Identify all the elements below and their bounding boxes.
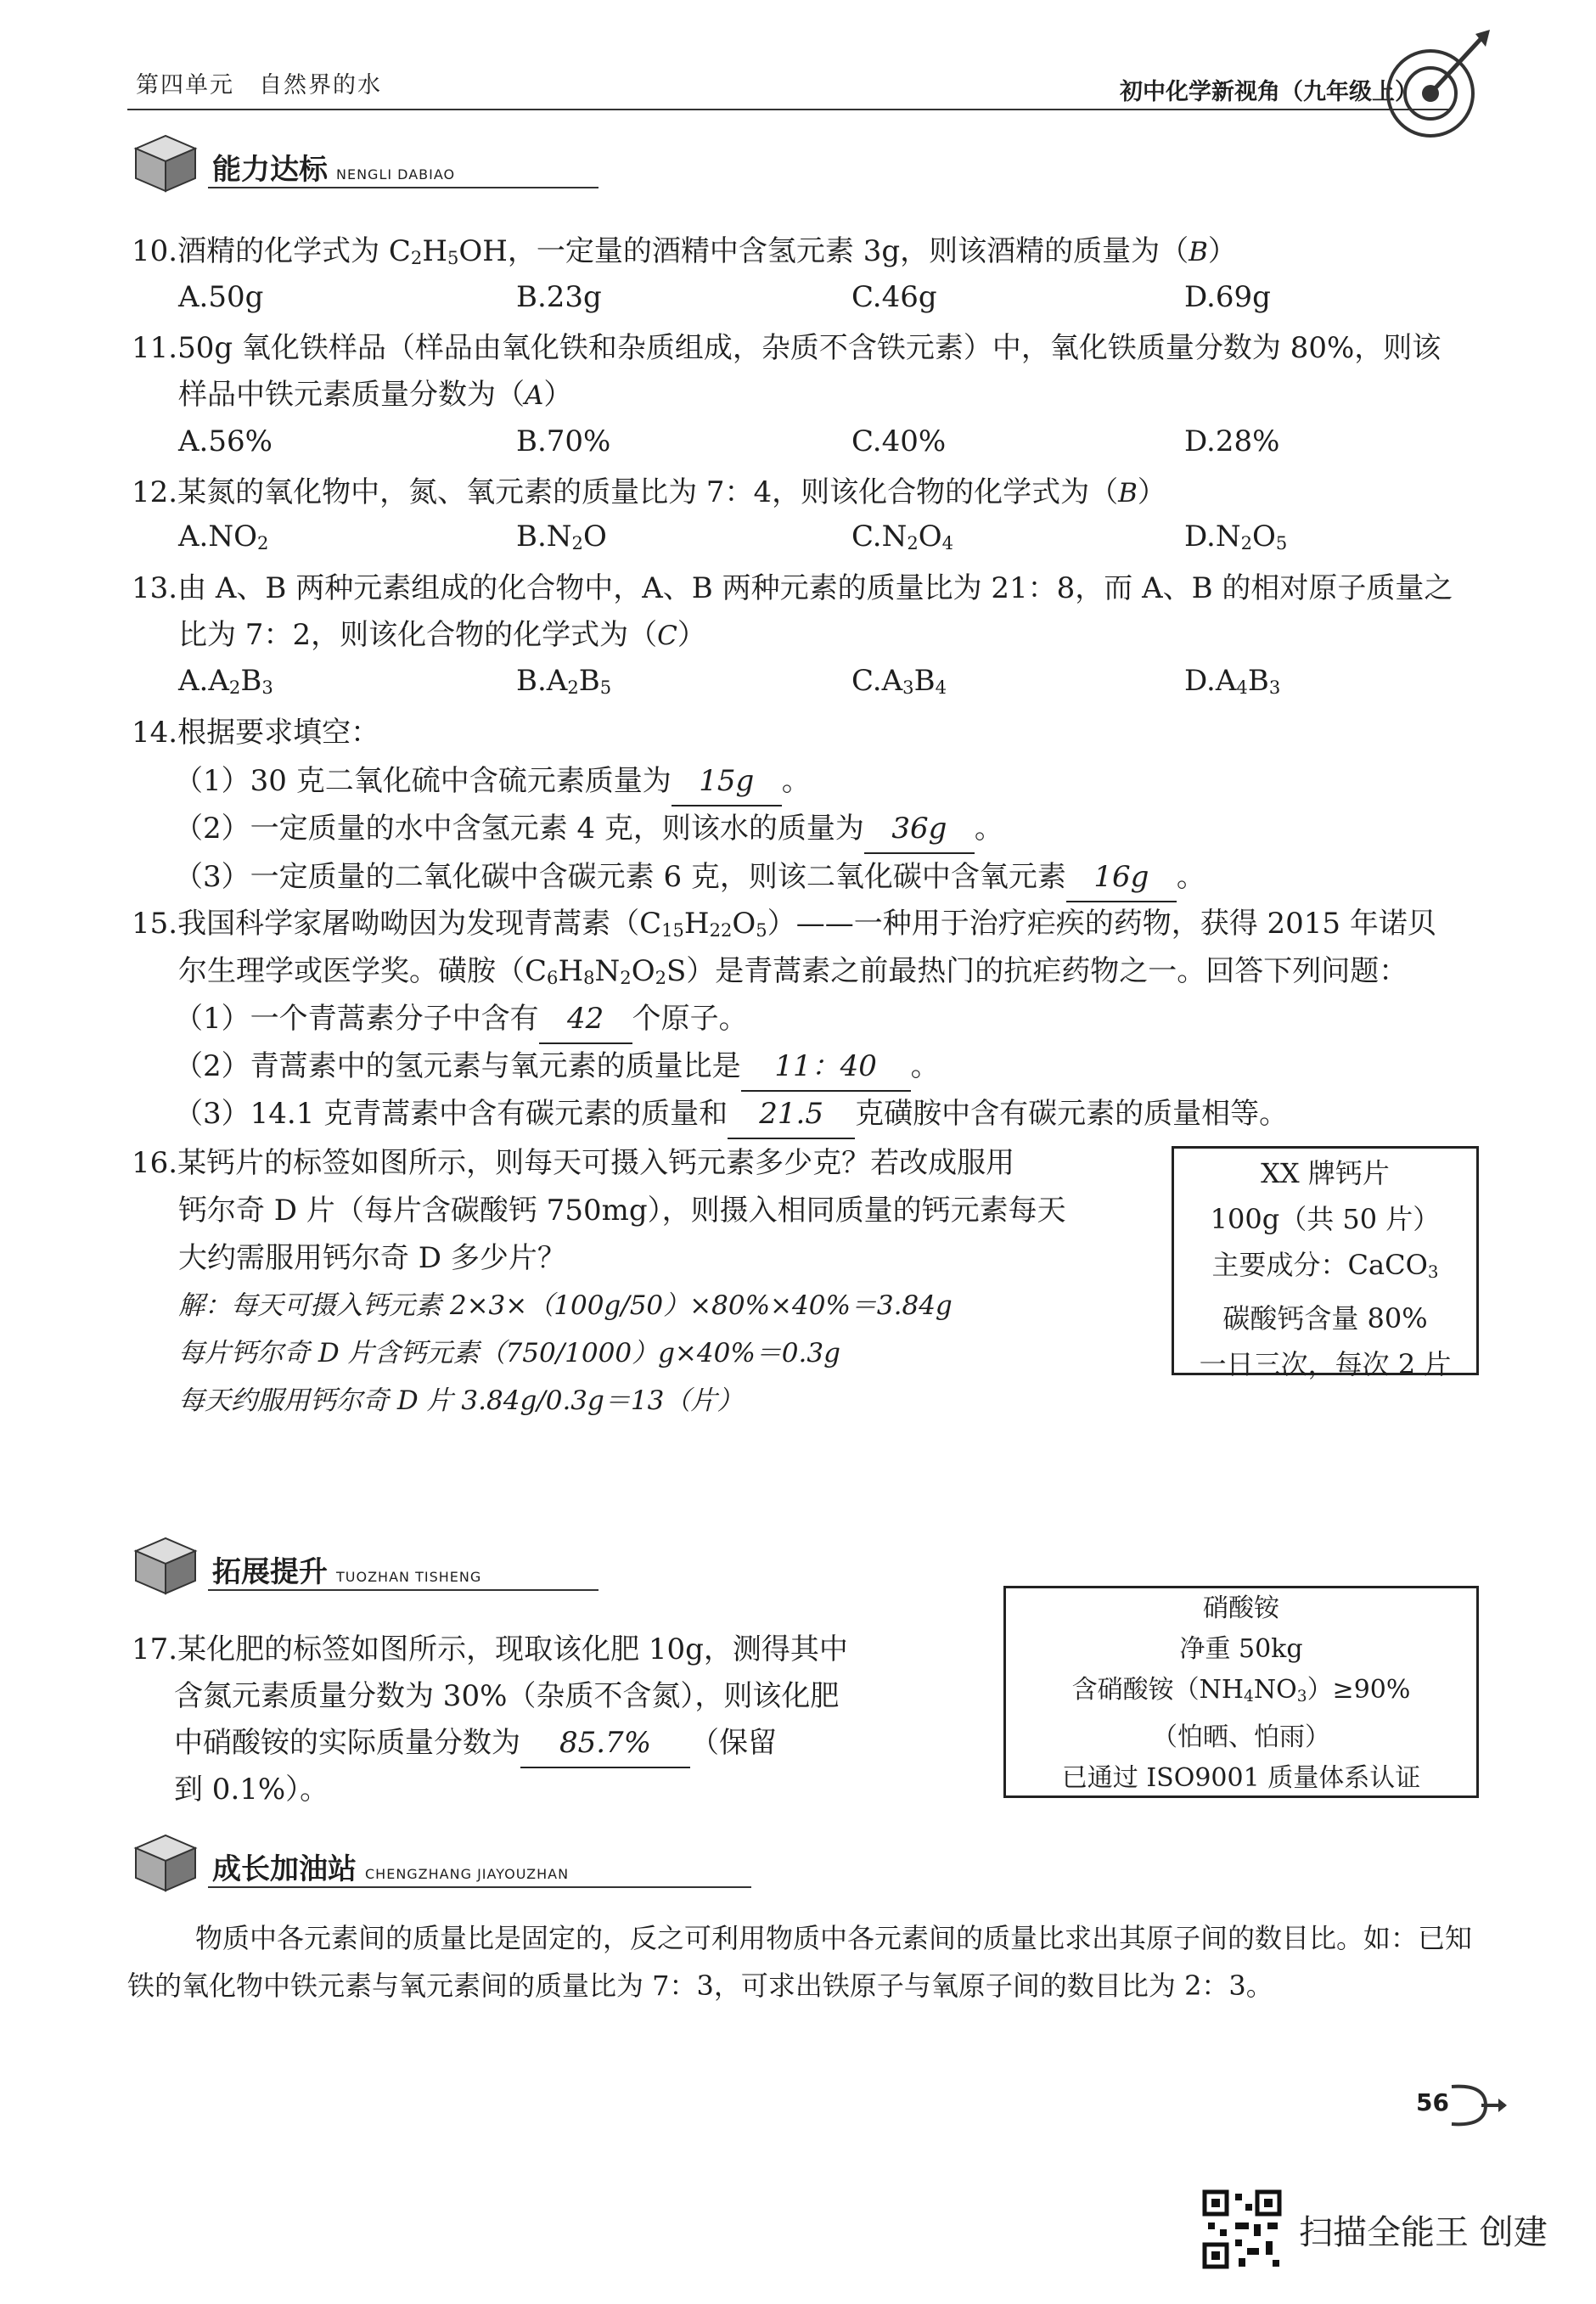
question-12: 12.某氮的氧化物中，氮、氧元素的质量比为 7：4，则该化合物的化学式为（B） (132, 475, 1166, 509)
question-13-line1: 13.由 A、B 两种元素组成的化合物中，A、B 两种元素的质量比为 21：8，而 A、B 的相对原子质量之 (132, 571, 1453, 605)
fertilizer-label: 硝酸铵 净重 50kg 含硝酸铵$(NH_4NO_3)\ge 90\%$ （怕晒、怕雨） 已通过 ISO9001 质量体系认证 (1003, 1586, 1479, 1798)
question-17-line2: 含氮元素质量分数为 30%（杂质不含氮），则该化肥 (174, 1679, 840, 1713)
question-13-line2: 比为 7：2，则该化合物的化学式为（C） (178, 618, 706, 652)
option-b: B.70% (516, 424, 611, 458)
unit-header: 第四单元 自然界的水 (136, 72, 382, 98)
section-rule (208, 1886, 751, 1888)
answer-blank: 16g (1066, 853, 1177, 902)
question-16-line3: 大约需服用钙尔奇 D 多少片？ (178, 1241, 566, 1275)
section-header-growth (127, 1827, 756, 1903)
header-rule (127, 109, 1452, 110)
solution-line: 解：每天可摄入钙元素 2×3×（100g/50）×80%×40%＝3.84g (178, 1290, 953, 1321)
question-10: 10.酒精的化学式为 $C_2H_5OH$，一定量的酒精中含氢元素 3g，则该酒精的质量为（B） (132, 234, 1237, 268)
option-a: $A.A_2B_3$ (178, 664, 273, 698)
section-header-extension (127, 1530, 603, 1606)
section-pinyin: TUOZHAN TISHENG (336, 1569, 482, 1585)
solution-line: 每片钙尔奇 D 片含钙元素（750/1000）g×40%＝0.3g (178, 1338, 840, 1368)
watermark-text: 扫描全能王 创建 (1299, 2213, 1548, 2252)
section-rule (208, 187, 598, 188)
answer: C (657, 621, 677, 651)
question-16-line2: 钙尔奇 D 片（每片含碳酸钙 750mg），则摄入相同质量的钙元素每天 (178, 1194, 1066, 1228)
option-c: $C.N_2O_4$ (851, 520, 954, 554)
option-b: $B.N_2O$ (516, 520, 607, 554)
page-number: 56 (1416, 2088, 1449, 2116)
question-15-part2: （2）青蒿素中的氢元素与氧元素的质量比是 11：40 。 (174, 1042, 940, 1092)
section-title: 拓展提升 (212, 1555, 328, 1589)
question-14-part3: （3）一定质量的二氧化碳中含碳元素 6 克，则该二氧化碳中含氧元素 16g 。 (174, 853, 1205, 902)
answer-blank: 36g (864, 805, 975, 854)
option-c: $C.A_3B_4$ (851, 664, 947, 698)
question-14-title: 14.根据要求填空： (132, 716, 380, 750)
section-pinyin: CHENGZHANG JIAYOUZHAN (365, 1866, 570, 1882)
question-15-line1: 15.我国科学家屠呦呦因为发现青蒿素$(C_{15}H_{22}O_5)——$一种用于治疗疟疾的药物，获得 2015 年诺贝 (132, 907, 1436, 941)
option-d: $D.N_2O_5$ (1184, 520, 1288, 554)
question-11-line2: 样品中铁元素质量分数为（A） (178, 378, 573, 412)
answer-blank: 15g (672, 757, 782, 806)
option-d: $D.A_4B_3$ (1184, 664, 1281, 698)
option-b: B.23g (516, 280, 602, 314)
answer: B (1189, 237, 1208, 267)
question-15-line2: 尔生理学或医学奖。磺胺$(C_6H_8N_2O_2S)$是青蒿素之前最热门的抗疟药物之一。回答下列问题： (178, 954, 1408, 988)
answer-blank: 21.5 (728, 1090, 855, 1139)
question-14-part1: （1）30 克二氧化硫中含硫元素质量为 15g 。 (174, 757, 811, 806)
section-title: 成长加油站 (212, 1852, 357, 1886)
target-icon (1367, 25, 1494, 153)
option-c: C.46g (851, 280, 937, 314)
option-a: A.56% (178, 424, 273, 458)
answer-blank: 11：40 (741, 1042, 911, 1092)
cube-icon (127, 1530, 204, 1598)
question-17-line4: 到 0.1%）。 (174, 1773, 329, 1807)
cube-icon (127, 1827, 204, 1895)
arrow-icon (1447, 2080, 1507, 2131)
option-d: D.28% (1184, 424, 1280, 458)
question-11-line1: 11.50g 氧化铁样品（样品由氧化铁和杂质组成，杂质不含铁元素）中，氧化铁质量分数为 80%，则该 (132, 331, 1441, 365)
answer: B (1118, 478, 1138, 509)
option-a: A.50g (178, 280, 264, 314)
solution-line: 每天约服用钙尔奇 D 片 3.84g/0.3g＝13（片） (178, 1385, 744, 1416)
qr-code-icon (1201, 2189, 1283, 2270)
book-title: 初中化学新视角（九年级上） (1120, 79, 1418, 105)
section-pinyin: NENGLI DABIAO (336, 166, 456, 183)
option-b: $B.A_2B_5$ (516, 664, 612, 698)
question-15-part1: （1）一个青蒿素分子中含有 42 个原子。 (174, 995, 748, 1044)
answer-blank: 85.7% (520, 1719, 690, 1768)
question-17-line3: 中硝酸铵的实际质量分数为 85.7% （保留 (174, 1719, 777, 1768)
option-c: C.40% (851, 424, 947, 458)
question-17-line1: 17.某化肥的标签如图所示，现取该化肥 10g，测得其中 (132, 1632, 848, 1666)
option-a: $A.NO_2$ (178, 520, 269, 554)
answer-blank: 42 (539, 995, 632, 1044)
question-16-line1: 16.某钙片的标签如图所示，则每天可摄入钙元素多少克？若改成服用 (132, 1146, 1015, 1180)
option-d: D.69g (1184, 280, 1271, 314)
cube-icon (127, 127, 204, 195)
calcium-tablet-label: XX 牌钙片 100g（共 50 片） 主要成分：CaCO$_3$ 碳酸钙含量 80% 一日三次，每次 2 片 (1172, 1146, 1479, 1375)
section-title: 能力达标 (212, 153, 328, 187)
answer: A (525, 380, 544, 411)
tip-paragraph: 物质中各元素间的质量比是固定的，反之可利用物质中各元素间的质量比求出其原子间的数目比。如：已知铁的氧化物中铁元素与氧元素间的质量比为 7：3，可求出铁原子与氧原子间的数目比为 2：3。 (127, 1922, 1473, 2002)
question-14-part2: （2）一定质量的水中含氢元素 4 克，则该水的质量为 36g 。 (174, 805, 1003, 854)
question-15-part3: （3）14.1 克青蒿素中含有碳元素的质量和 21.5 克磺胺中含有碳元素的质量相等。 (174, 1090, 1288, 1139)
section-rule (208, 1589, 598, 1591)
section-header-ability (127, 127, 603, 204)
